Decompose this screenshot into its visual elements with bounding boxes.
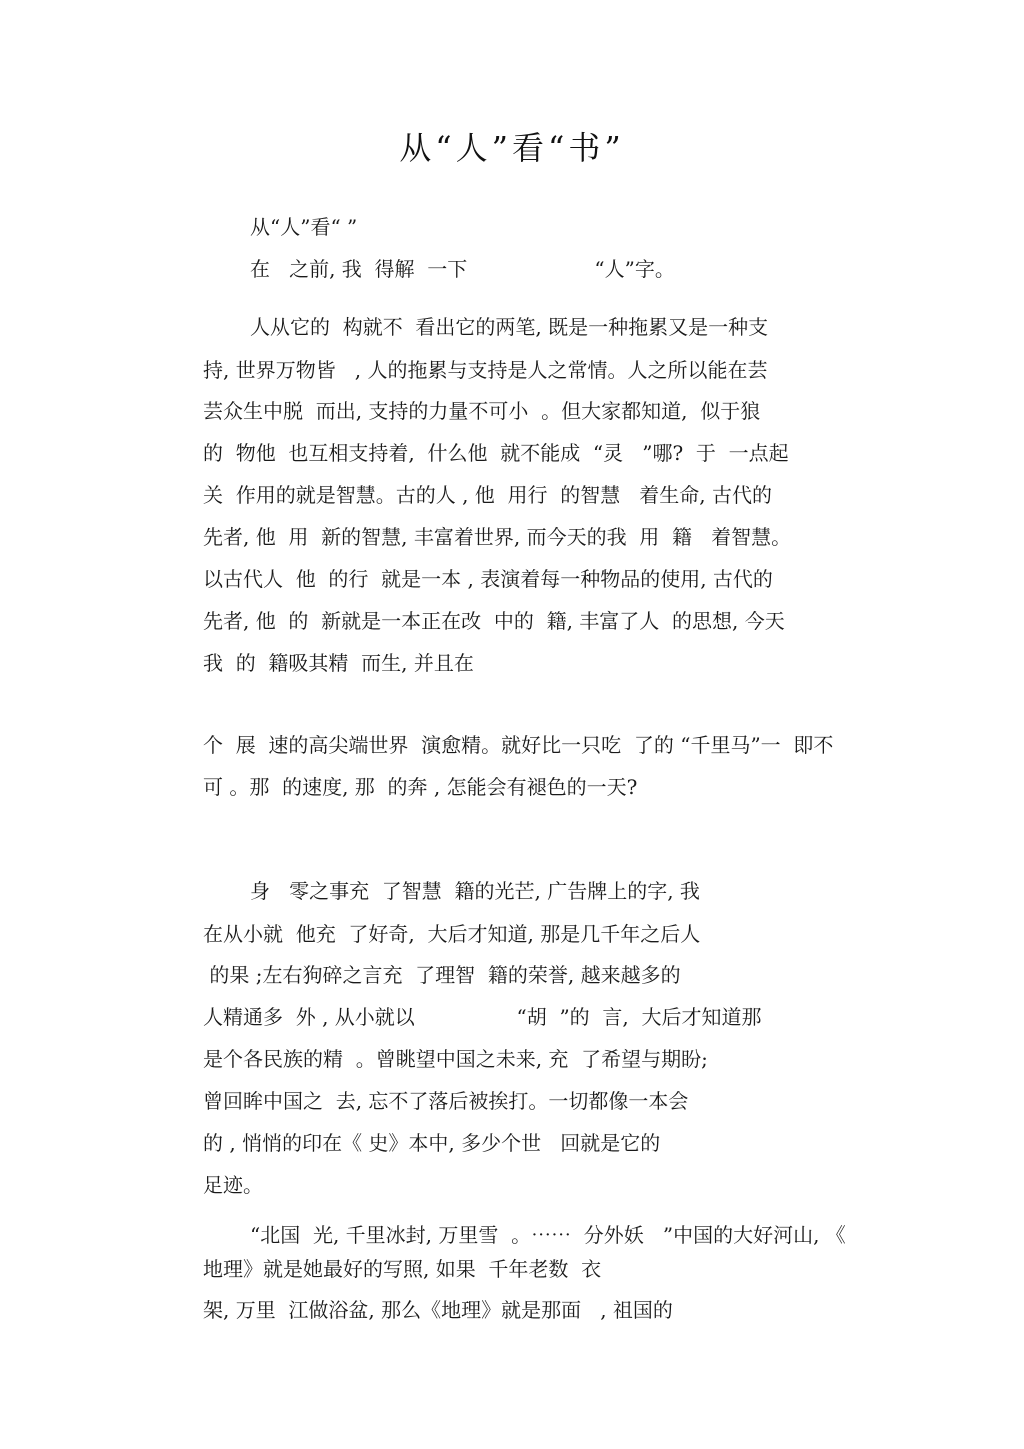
body-line: 从“人”看“ ” [250,215,358,239]
body-line: 在 之前, 我 得解 一下 “人”字。 [250,257,675,281]
body-line: 曾回眸中国之 去, 忘不了落后被挨打。一切都像一本会 [203,1089,689,1113]
body-line: 持, 世界万物皆 , 人的拖累与支持是人之常情。人之所以能在芸 [203,358,768,382]
body-line: “北国 光, 千里冰封, 万里雪 。⋯⋯ 分外妖 ”中国的大好河山, 《 [250,1223,846,1247]
body-line: 先者, 他 的 新就是一本正在改 中的 籍, 丰富了人 的思想, 今天 [203,609,785,633]
body-line: 是个各民族的精 。曾眺望中国之未来, 充 了希望与期盼; [203,1047,708,1071]
body-line: 人从它的 构就不 看出它的两笔, 既是一种拖累又是一种支 [250,315,769,339]
body-line: 身 零之事充 了智慧 籍的光芒, 广告牌上的字, 我 [250,879,700,903]
body-line: 芸众生中脱 而出, 支持的力量不可小 。但大家都知道, 似于狼 [203,399,761,423]
body-line: 先者, 他 用 新的智慧, 丰富着世界, 而今天的我 用 籍 着智慧。 [203,525,792,549]
body-line: 的果 ;左右狗碎之言充 了理智 籍的荣誉, 越来越多的 [203,963,681,987]
body-line: 在从小就 他充 了好奇, 大后才知道, 那是几千年之后人 [203,922,701,946]
body-line: 地理》就是她最好的写照, 如果 千年老数 衣 [203,1257,602,1281]
document-title: 从“人”看“书” [399,129,625,167]
body-line: 我 的 籍吸其精 而生, 并且在 [203,651,474,675]
body-line: 以古代人 他 的行 就是一本 , 表演着每一种物品的使用, 古代的 [203,567,773,591]
body-line: 的 物他 也互相支持着, 什么他 就不能成 “灵 ”哪? 于 一点起 [203,441,789,465]
body-line: 的 , 悄悄的印在《 史》本中, 多少个世 回就是它的 [203,1131,661,1155]
body-line: 个 展 速的高尖端世界 演愈精。就好比一只吃 了的 “千里马”一 即不 [203,733,834,757]
body-line: 足迹。 [203,1173,263,1197]
body-line: 人精通多 外 , 从小就以 “胡 ”的 言, 大后才知道那 [203,1005,762,1029]
body-line: 关 作用的就是智慧。古的人 , 他 用行 的智慧 着生命, 古代的 [203,483,773,507]
body-line: 架, 万里 江做浴盆, 那么《地理》就是那面 , 祖国的 [203,1298,673,1322]
body-line: 可 。那 的速度, 那 的奔 , 怎能会有褪色的一天? [203,775,638,799]
